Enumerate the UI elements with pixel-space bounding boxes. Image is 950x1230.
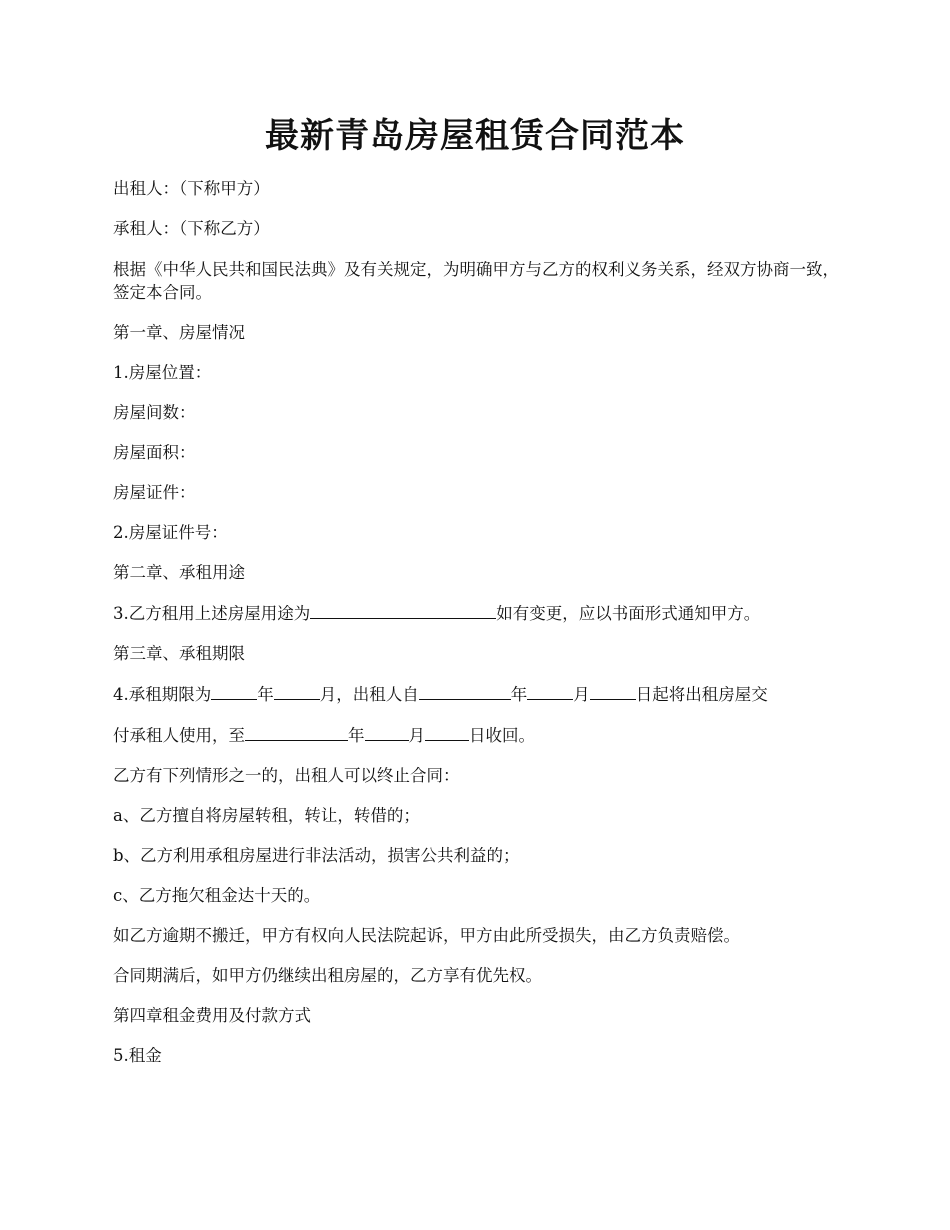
term-text-6: 日起将出租房屋交 [635,685,768,704]
term-months-blank [274,683,320,700]
document-body [113,178,843,1085]
document-title: 最新青岛房屋租赁合同范本 [265,116,685,156]
term-text-1: 4.承租期限为 [113,685,212,704]
house-location-line: 1.房屋位置： [113,363,212,382]
house-certificate-line: 房屋证件： [113,483,196,502]
termination-case-c: c、乙方拖欠租金达十天的。 [113,886,321,905]
termination-case-b: b、乙方利用承租房屋进行非法活动，损害公共利益的； [113,846,520,865]
start-year-blank [419,683,511,700]
chapter-2-heading: 第二章、承租用途 [113,563,245,582]
term-text-4: 年 [510,685,528,704]
term-clause-line-2 [113,724,843,747]
end-month-blank [365,724,409,741]
usage-clause-suffix: 如有变更，应以书面形式通知甲方。 [496,604,761,623]
term-cont-text-2: 年 [348,726,365,745]
start-month-blank [527,683,573,700]
priority-clause: 合同期满后，如甲方仍继续出租房屋的，乙方享有优先权。 [113,966,542,985]
usage-blank [310,602,496,619]
start-day-blank [590,683,636,700]
term-text-2: 年 [257,685,274,704]
preamble-paragraph: 根据《中华人民共和国民法典》及有关规定，为明确甲方与乙方的权利义务关系，经双方协商一致，签定本合同。 [113,260,839,302]
chapter-1-heading: 第一章、房屋情况 [113,323,245,342]
usage-clause-prefix: 3.乙方租用上述房屋用途为 [113,604,311,623]
usage-clause [113,602,843,625]
chapter-3-heading: 第三章、承租期限 [113,644,245,663]
term-cont-text-4: 日收回。 [469,726,535,745]
rent-item: 5.租金 [113,1046,162,1065]
term-text-5: 月 [573,685,590,704]
term-cont-text-1: 付承租人使用，至 [113,726,245,745]
term-text-3: 月，出租人自 [319,685,419,704]
lessor-line: 出租人：（下称甲方） [113,179,270,198]
end-year-blank [245,724,348,741]
term-cont-text-3: 月 [408,726,425,745]
house-area-line: 房屋面积： [113,443,196,462]
term-clause-line-1 [113,683,843,706]
term-years-blank [211,683,257,700]
house-rooms-line: 房屋间数： [113,403,196,422]
overdue-clause: 如乙方逾期不搬迁，甲方有权向人民法院起诉，甲方由此所受损失，由乙方负责赔偿。 [113,926,740,945]
lessee-line: 承租人：（下称乙方） [113,219,270,238]
end-day-blank [425,724,469,741]
termination-intro: 乙方有下列情形之一的，出租人可以终止合同： [113,766,460,785]
certificate-number-line: 2.房屋证件号： [113,523,228,542]
chapter-4-heading: 第四章租金费用及付款方式 [113,1006,311,1025]
termination-case-a: a、乙方擅自将房屋转租，转让，转借的； [113,806,420,825]
